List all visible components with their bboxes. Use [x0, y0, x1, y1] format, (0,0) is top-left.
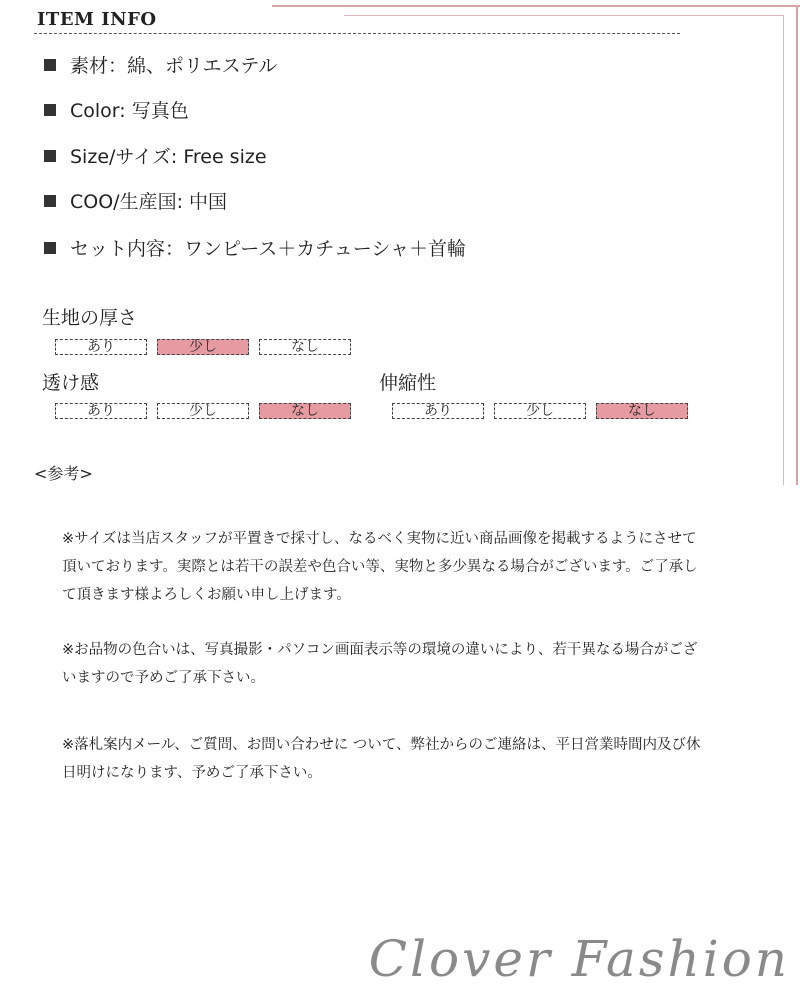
- reference-title: <参考>: [34, 464, 93, 483]
- brand-logo: Clover Fashion: [368, 930, 790, 988]
- scale-label-thickness: 生地の厚さ: [42, 307, 138, 329]
- scale-label-sheerness: 透け感: [42, 372, 100, 394]
- bullet-square-icon: [44, 195, 56, 207]
- scale-option: なし: [596, 403, 688, 419]
- scale-stretch: [392, 403, 688, 419]
- scale-option: あり: [392, 403, 484, 419]
- scale-option: 少し: [494, 403, 586, 419]
- scale-option: あり: [55, 339, 147, 355]
- spec-text: セット内容：ワンピース＋カチューシャ＋首輪: [70, 238, 466, 260]
- frame-line-right: [796, 5, 798, 485]
- item-info-title: ITEM INFO: [37, 9, 157, 30]
- frame-line-right-inner: [783, 15, 784, 485]
- spec-text: Size/サイズ: Free size: [70, 146, 267, 168]
- reference-note-size: ※サイズは当店スタッフが平置きで採寸し、なるべく実物に近い商品画像を掲載するようにさせて頂いております。実際とは若干の誤差や色合い等、実物と多少異なる場合がございます。ご了承して頂きます様よろしくお願い申し上げます。: [62, 531, 698, 603]
- reference-note-contact: ※落札案内メール、ご質問、お問い合わせに ついて、弊社からのご連絡は、平日営業時間内及び休日明けになります、予めご了承下さい。: [62, 737, 701, 781]
- scale-thickness: [55, 339, 351, 355]
- reference-note-color: ※お品物の色合いは、写真撮影・パソコン画面表示等の環境の違いにより、若干異なる場合がございますので予めご了承下さい。: [62, 642, 698, 686]
- spec-item-material: [44, 52, 277, 80]
- title-divider: [34, 33, 680, 34]
- bullet-square-icon: [44, 59, 56, 71]
- bullet-square-icon: [44, 104, 56, 116]
- bullet-square-icon: [44, 242, 56, 254]
- scale-option: 少し: [157, 339, 249, 355]
- scale-option: なし: [259, 339, 351, 355]
- scale-option: あり: [55, 403, 147, 419]
- frame-line-top: [272, 5, 800, 7]
- frame-line-top-inner: [344, 15, 784, 16]
- scale-label-stretch: 伸縮性: [379, 372, 437, 394]
- spec-text: 素材：綿、ポリエステル: [70, 55, 278, 77]
- spec-item-size: [44, 143, 267, 171]
- spec-text: Color: 写真色: [70, 100, 189, 122]
- spec-text: COO/生産国: 中国: [70, 191, 228, 213]
- scale-sheerness: [55, 403, 351, 419]
- spec-item-color: [44, 97, 189, 125]
- scale-option: なし: [259, 403, 351, 419]
- bullet-square-icon: [44, 150, 56, 162]
- scale-option: 少し: [157, 403, 249, 419]
- spec-item-coo: [44, 188, 227, 216]
- spec-item-set: [44, 235, 466, 263]
